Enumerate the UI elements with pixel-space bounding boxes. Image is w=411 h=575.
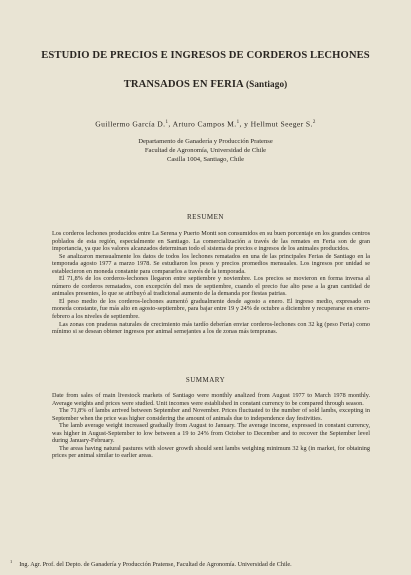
resumen-paragraph: El 71,8% de los corderos-lechones llegaron entre septiembre y noviembre. Los precios se movieron en forma inversa al número de corderos rematados, con excepción del mes de septiembre, cuando el precio fue alto pese a la gran cantidad de animales presentes, lo que se atribuyó al tradicional aumento de la demanda por fiestas patrias.	[52, 275, 370, 298]
summary-paragraph: The areas having natural pastures with slower growth should sent lambs weighing minimum 32 kg (in market, for obtaining prices per animal similar to earlier areas.	[52, 444, 370, 460]
author-list	[0, 118, 411, 129]
paper-title-subtitle: (Santiago)	[245, 79, 288, 89]
author-separator: ,	[168, 119, 173, 129]
resumen-body	[52, 230, 370, 336]
author-affiliation-marker: 1	[236, 120, 240, 125]
author-separator: , y	[239, 119, 251, 129]
resumen-heading: RESUMEN	[187, 213, 224, 221]
author-name: Arturo Campos M.	[172, 119, 237, 129]
summary-paragraph: The 71,8% of lambs arrived between September and November. Prices fluctuated to the number of sold lambs, excepting in September when the price was higher considering the amount of animals due to independence day festivities.	[52, 407, 370, 422]
paper-title-line1: ESTUDIO DE PRECIOS E INGRESOS DE CORDEROS LECHONES	[41, 50, 370, 61]
summary-body	[52, 392, 370, 460]
paper-title-line2	[0, 78, 411, 91]
resumen-paragraph: Los corderos lechones producidos entre La Serena y Puerto Montt son consumidos en su buen porcentaje en los grandes centros poblados de esta región, especialmente en Santiago. La comercialización a través de las remates en Feria son de gran importancia, ya que los valores alcanzados determinan todo el sistema de precios e ingresos de los animales producidos.	[52, 230, 370, 253]
footnote-marker: 1	[10, 559, 13, 564]
resumen-paragraph: Se analizaron mensualmente los datos de todos los lechones rematados en una de las principales Ferias de Santiago en la temporada agosto 1977 a marzo 1978. Se estudiaron los pesos y precios promedios mensuales. Los ingresos por unidad se establecieron en moneda constante para compararlos a través de la temporada.	[52, 252, 370, 275]
author-name: Hellmut Seeger S.	[250, 119, 313, 129]
footnote-text: Ing. Agr. Prof. del Depto. de Ganadería y Producción Pratense, Facultad de Agronomía. Universidad de Chile.	[19, 561, 292, 569]
summary-paragraph: The lamb average weight increased gradually from August to January. The average income, expressed in constant currency, was higher in August-September to low between a 19 to 24% from October to December and to recover the September level during January-February.	[52, 422, 370, 445]
affiliation-line: Departamento de Ganadería y Producción Pratense	[138, 138, 273, 145]
summary-heading: SUMMARY	[185, 376, 226, 384]
affiliation-block	[0, 137, 411, 164]
summary-paragraph: Date from sales of main livestock markets of Santiago were monthly analized from August 1977 to March 1978 monthly. Average weights and prices were studied. Unit incomes were established in constant currency to be compared through season.	[52, 392, 370, 407]
author-name: Guillermo García D.	[95, 119, 166, 129]
resumen-paragraph: Las zonas con praderas naturales de crecimiento más tardío deberían enviar corderos-lechones con 32 kg (peso Feria) como mínimo si se desean obtener ingresos por animal semejantes a los de zonas más tempranas.	[52, 320, 370, 336]
footnote	[10, 558, 405, 569]
paper-title-main: TRANSADOS EN FERIA	[123, 79, 244, 90]
affiliation-line: Casilla 1004, Santiago, Chile	[166, 156, 245, 164]
author-affiliation-marker: 1	[165, 120, 169, 125]
author-affiliation-marker: 2	[312, 120, 316, 125]
resumen-paragraph: El peso medio de los corderos-lechones aumentó gradualmente desde agosto a enero. El ingreso medio, expresado en moneda constante, fue más alto en agosto-septiembre, para bajar entre 19 y 24% de octubre a diciembre y recuperarse en enero-febrero a los niveles de septiembre.	[52, 297, 370, 321]
affiliation-line: Facultad de Agronomía, Universidad de Chile	[144, 147, 267, 155]
